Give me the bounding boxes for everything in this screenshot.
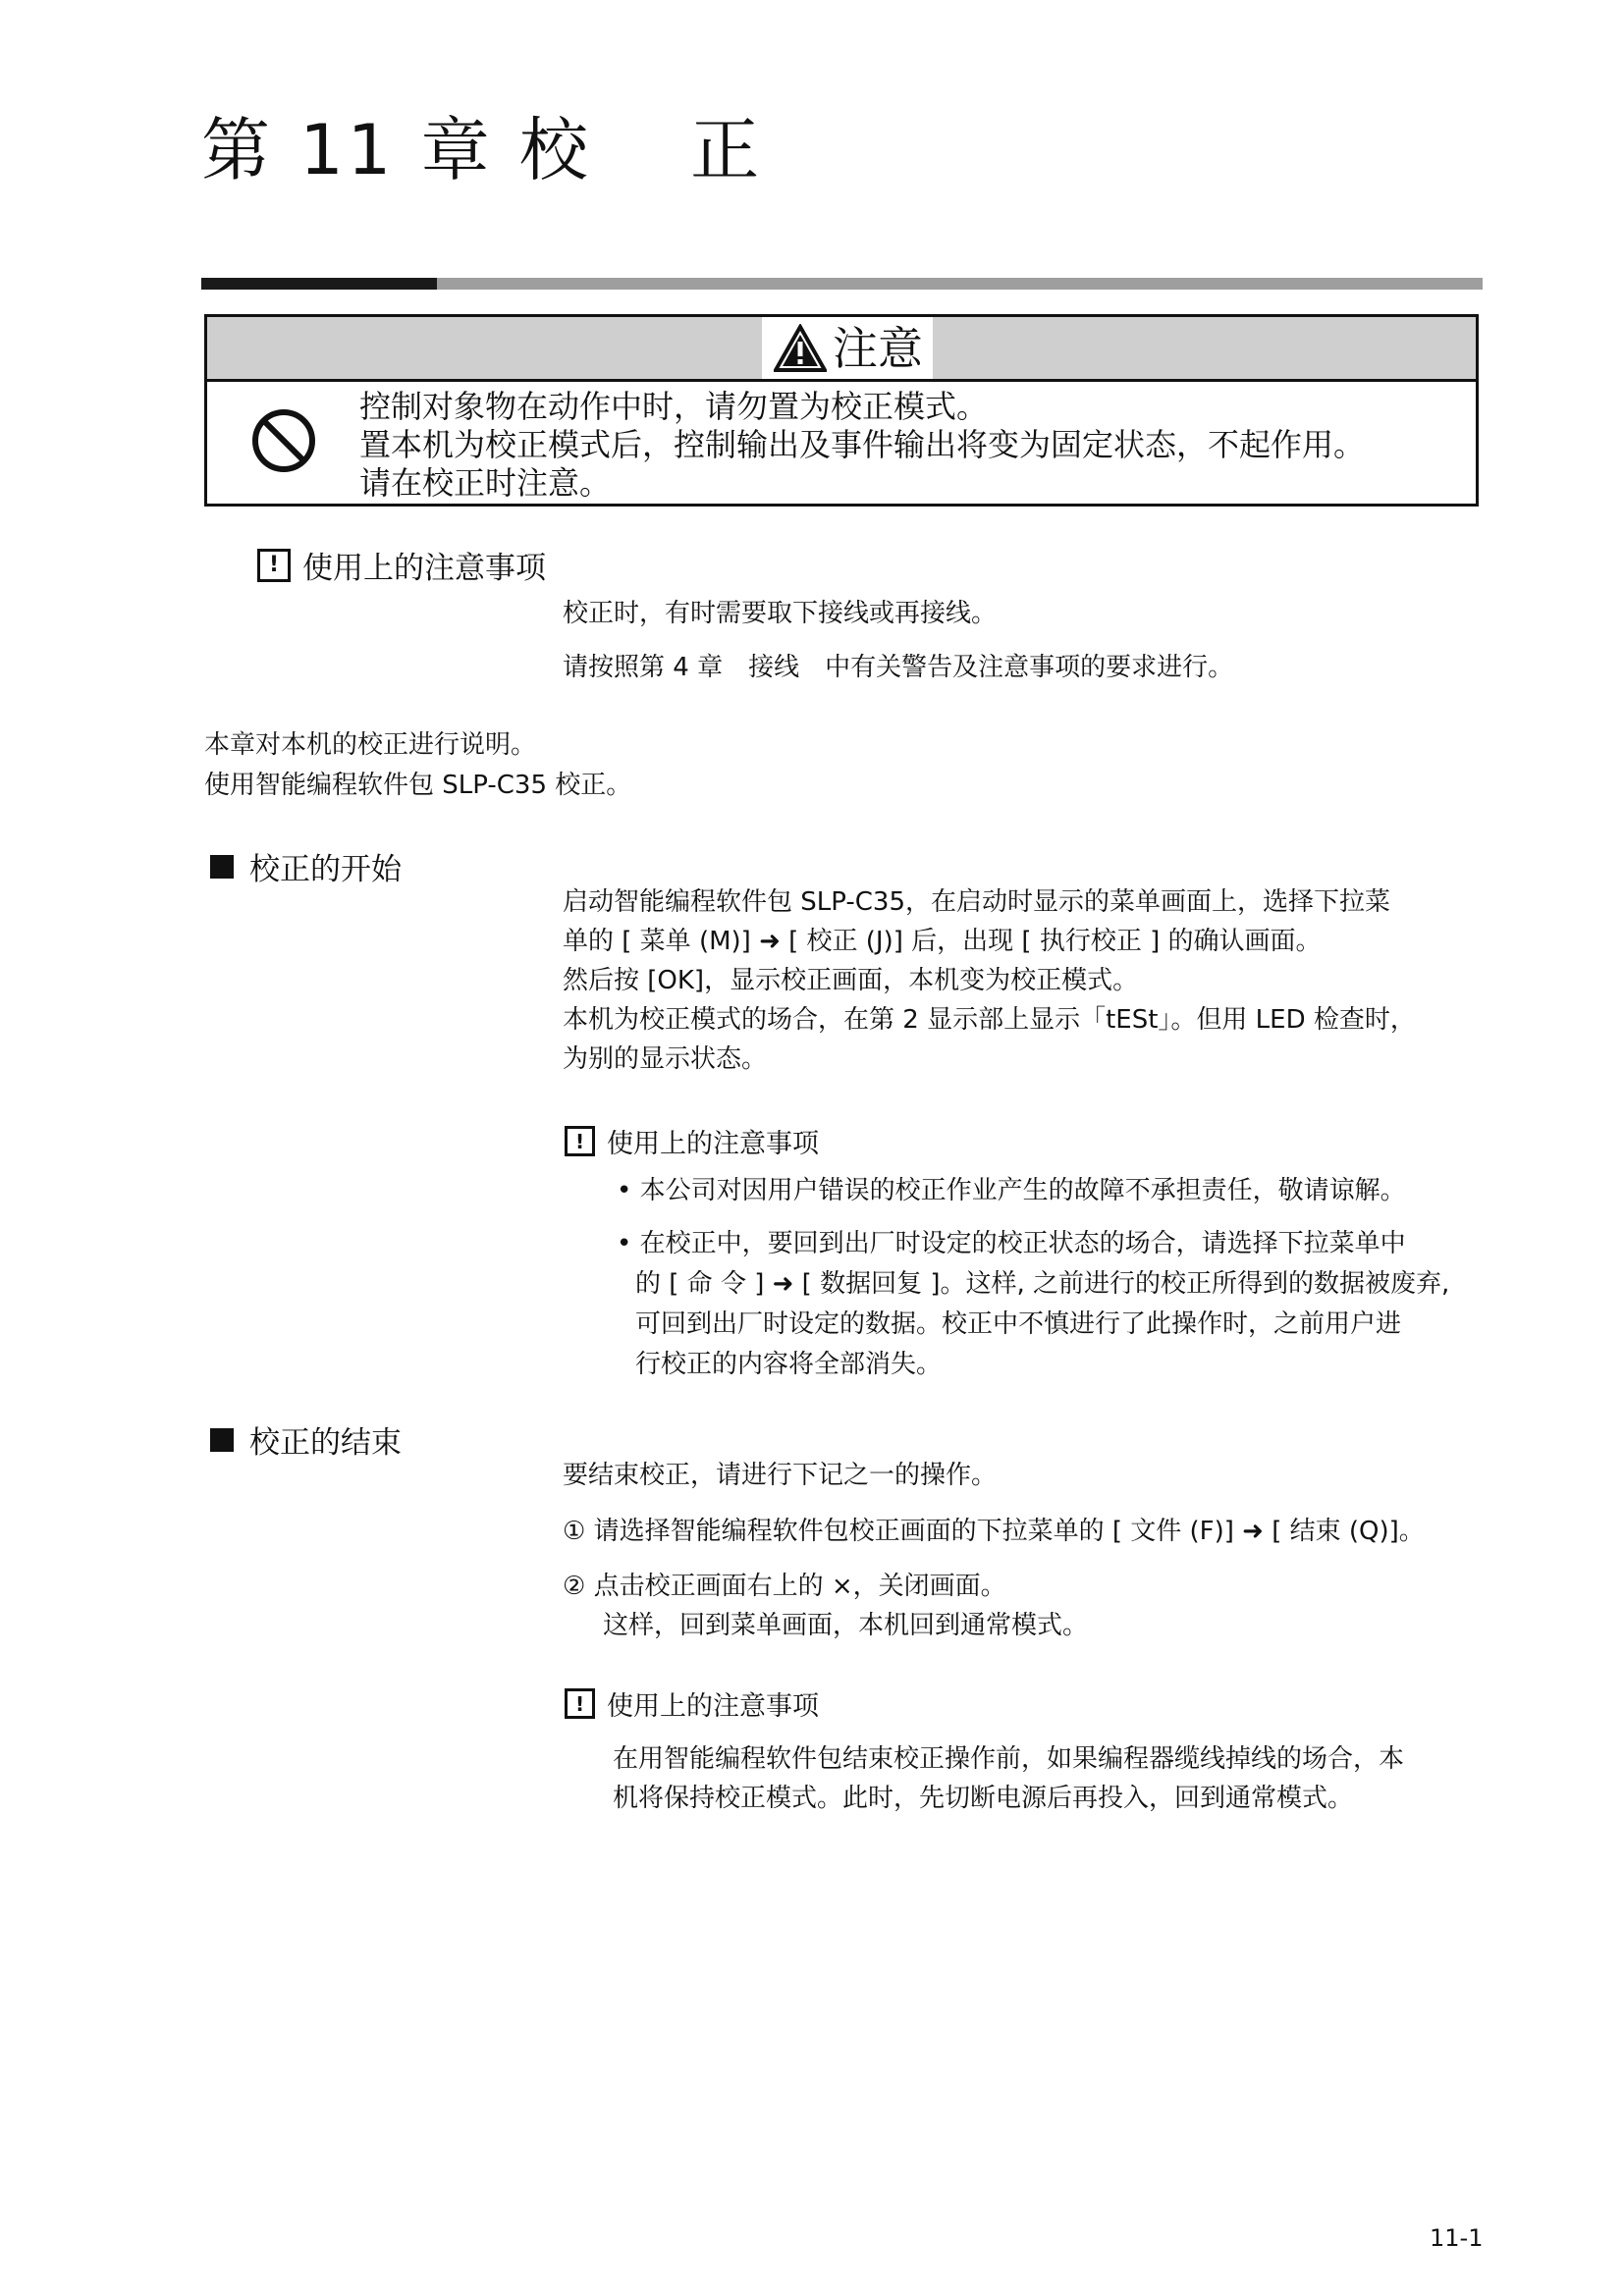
title-rule-light — [437, 278, 1483, 290]
chapter-title: 第 11 章 校 正 — [201, 110, 764, 190]
caution-label — [762, 317, 933, 379]
section-heading-start — [210, 844, 402, 888]
caution-header — [207, 317, 1476, 382]
intro-line: 本章对本机的校正进行说明。 — [204, 730, 537, 760]
note-line: 请按照第 4 章 接线 中有关警告及注意事项的要求进行。 — [563, 653, 1234, 682]
note-line: 机将保持校正模式。此时，先切断电源后再投入，回到通常模式。 — [613, 1784, 1354, 1813]
section-line: 要结束校正，请进行下记之一的操作。 — [563, 1461, 998, 1490]
exclamation-note-icon: ! — [257, 549, 291, 582]
step-item: ① 请选择智能编程软件包校正画面的下拉菜单的 [ 文件 (F)] ➜ [ 结束 (Q)]。 — [563, 1517, 1425, 1546]
section-title: 校正的结束 — [249, 1425, 402, 1461]
section-line: 本机为校正模式的场合，在第 2 显示部上显示「tESt」。但用 LED 检查时， — [563, 1005, 1416, 1035]
section-line: 然后按 [OK]，显示校正画面，本机变为校正模式。 — [563, 966, 1139, 995]
bullet-continuation: 可回到出厂时设定的数据。校正中不慎进行了此操作时，之前用户进 — [635, 1309, 1402, 1339]
section-line: 单的 [ 菜单 (M)] ➜ [ 校正 (J)] 后，出现 [ 执行校正 ] 的确认画面。 — [563, 927, 1322, 956]
section-line: 为别的显示状态。 — [563, 1044, 768, 1074]
prohibition-icon — [250, 407, 317, 474]
intro-line: 使用智能编程软件包 SLP-C35 校正。 — [204, 771, 632, 800]
section-heading-end — [210, 1417, 402, 1462]
square-bullet-icon — [210, 855, 234, 879]
caution-line: 请在校正时注意。 — [359, 464, 612, 502]
caution-line: 置本机为校正模式后，控制输出及事件输出将变为固定状态，不起作用。 — [359, 426, 1366, 463]
note-title: 使用上的注意事项 — [607, 1129, 819, 1159]
exclamation-note-icon: ! — [565, 1688, 595, 1719]
bullet-continuation: 的 [ 命 令 ] ➜ [ 数据回复 ]。这样, 之前进行的校正所得到的数据被废弃, — [635, 1269, 1450, 1299]
bullet-item: • 本公司对因用户错误的校正作业产生的故障不承担责任，敬请谅解。 — [617, 1176, 1406, 1205]
exclamation-note-icon: ! — [565, 1126, 595, 1156]
title-rule-dark — [201, 278, 437, 290]
caution-line: 控制对象物在动作中时，请勿置为校正模式。 — [359, 388, 989, 425]
note-heading — [257, 543, 546, 587]
note-line: 校正时，有时需要取下接线或再接线。 — [563, 599, 998, 628]
section-line: 启动智能编程软件包 SLP-C35，在启动时显示的菜单画面上，选择下拉菜 — [563, 887, 1390, 917]
note-heading — [565, 1122, 819, 1160]
note-title: 使用上的注意事项 — [302, 551, 546, 586]
note-title: 使用上的注意事项 — [607, 1691, 819, 1722]
section-title: 校正的开始 — [249, 852, 402, 887]
caution-text — [359, 388, 1365, 503]
step-continuation: 这样，回到菜单画面，本机回到通常模式。 — [603, 1611, 1089, 1640]
note-heading — [565, 1684, 819, 1723]
note-line: 在用智能编程软件包结束校正操作前，如果编程器缆线掉线的场合，本 — [613, 1744, 1405, 1774]
step-item: ② 点击校正画面右上的 ×，关闭画面。 — [563, 1572, 1006, 1601]
caution-box — [204, 314, 1479, 507]
page-number: 11-1 — [1430, 2224, 1484, 2252]
warning-triangle-icon — [774, 324, 827, 373]
square-bullet-icon — [210, 1428, 234, 1452]
bullet-item: • 在校正中，要回到出厂时设定的校正状态的场合，请选择下拉菜单中 — [617, 1229, 1406, 1258]
caution-title: 注意 — [833, 321, 923, 375]
bullet-continuation: 行校正的内容将全部消失。 — [635, 1350, 943, 1379]
